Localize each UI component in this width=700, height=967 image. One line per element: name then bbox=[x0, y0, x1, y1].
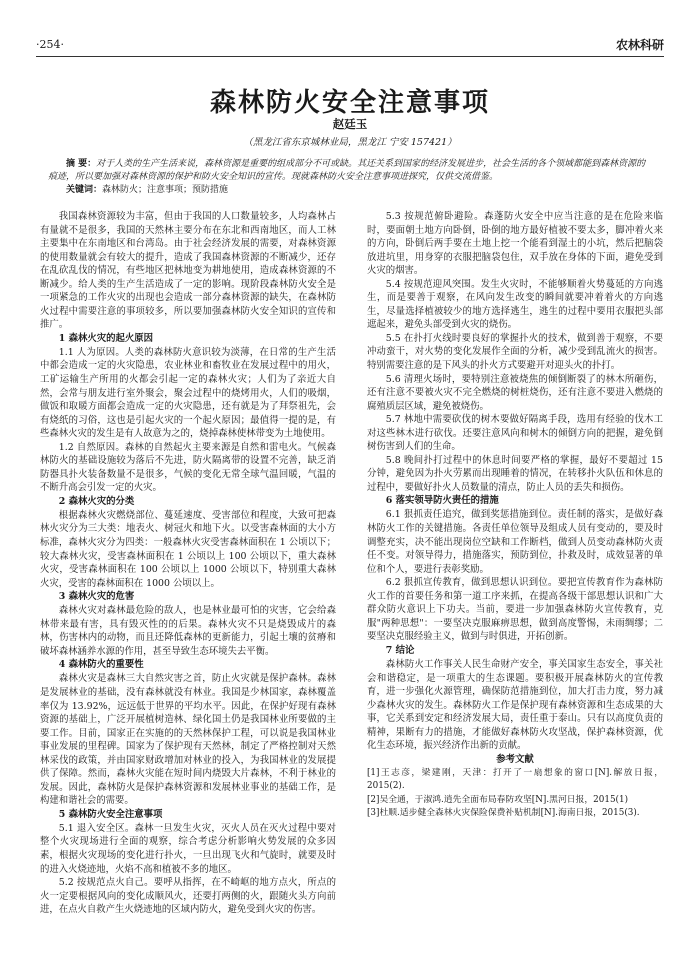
paragraph-7: 森林防火工作事关人民生命财产安全，事关国家生态安全，事关社会和谐稳定，是一项重大的生态课题。要积极开展森林防火的宣传教育，进一步强化火源管理，确保防范措施到位，加大打击力度，努力减少森林火灾的发生。森林防火工作是保护现有森林资源和生态成果的大事，它关系到安定和经济发展大局，责任重于泰山。只有以高度负责的精神，果断有力的措施，才能做好森林防火攻坚战，保护森林资源，优化生态环境，振兴经济作出新的贡献。 bbox=[367, 658, 663, 752]
paragraph-1-1: 1.1 人为原因。人类的森林防火意识较为淡薄，在日常的生产生活中都会造成一定的火灾隐患，农业林业和畜牧业在发展过程中的用火，工矿运输生产所用的火都会引起一定的森林火灾；人们为了亲近大自然，会常与朋友进行室外聚会，聚会过程中的烧烤用火，人们的吸烟，做饭和取暖方面都会造成一定的火灾隐患，还有就是为了拜祭祖先，会有烧纸的习俗，这也是引起火灾的一个起火原因；最值得一提的是，有些森林火灾的发生是有人故意为之的，烧掉森林使林带变为土地使用。 bbox=[40, 346, 336, 440]
section-heading-1: 1 森林火灾的起火原因 bbox=[58, 332, 153, 344]
section-heading-7: 7 结论 bbox=[385, 644, 415, 656]
paragraph-5-2: 5.2 按规范点火自己。要呼从指挥，在不崎岖的地方点火，所点的火一定要根据风向的变化成顺风火，还要打两侧的火，跟随火头方向前进，在点火自救产生火烧迹地的区域内防火，避免受到火灾的伤害。 bbox=[40, 877, 336, 916]
paragraph-5-1: 5.1 退入安全区。森林一旦发生火灾，灭火人员在灭火过程中要对整个火灾现场进行全面的观察，综合考虑分析影响火势发展的众多因素，根据火灾现场的变化进行扑火，一旦出现飞火和气旋时，就要及时的进入火烧迹地，火焰不高和植被不多的地区。 bbox=[40, 822, 336, 875]
abstract bbox=[48, 158, 652, 184]
paragraph-5-5: 5.5 在扑打火线时要良好的掌握扑火的技术，做到善于观察，不要冲动蛮干，对火势的变化发展作全面的分析，减少受到乱流火的损害。特别需要注意的是下风头的扑火方式要避开对迎头火的扑打。 bbox=[367, 332, 663, 372]
references-heading: 参考文献 bbox=[496, 753, 534, 765]
abstract-label: 摘 要： bbox=[66, 159, 97, 169]
left-column bbox=[40, 210, 336, 917]
article-title: 森林防火安全注意事项 bbox=[209, 88, 490, 118]
paragraph-5-4: 5.4 按规范迎风突围。发生火灾时，不能够顺着火势蔓延的方向逃生，而是要善于观察，在风向发生改变的瞬间就要冲着着火的方向逃生，尽量选择植被较少的地方选择逃生，逃生的过程中要用衣服把头部遮起来，避免头部受到火灾的烧伤。 bbox=[367, 278, 663, 331]
intro-paragraph: 我国森林资源较为丰富，但由于我国的人口数量较多，人均森林占有量就不是很多，我国的天然林主要分布在东北和西南地区，而人工林主要集中在东南地区和台湾岛。由于社会经济发展的需要，对森林资源的使用数量就会有较大的提升，造成了我国森林资源的不断减少，还存在乱砍乱伐的情况，有些地区把林地变为耕地使用，造成森林资源的不断减少。给人类的生产生活造成了一定的影响。现阶段森林防火安全是一项紧急的工作火灾的出现也会造成一部分森林资源的缺失，在森林防火过程中需要注意的事项较多，所以要加强森林防火安全知识的宣传和推广。 bbox=[40, 211, 336, 331]
paragraph-5-6: 5.6 清理火场时，要特别注意被烧焦的倾倒断裂了的林木所砸伤，还有注意不要被火灾不完全燃烧的树桩烧伤，还有注意不要进入燃烧的腐殖质层区域，避免被烧伤。 bbox=[367, 373, 663, 412]
keywords-label: 关键词： bbox=[66, 185, 103, 195]
paragraph-6-1: 6.1 狠抓责任追究，做到奖惩措施到位。责任制的落实，是做好森林防火工作的关键措施。各责任单位领导及组成人员有变动的，要及时调整充实，决不能出现岗位空缺和工作断档，做到人员变动森林防火责任不变。对领导得力，措施落实，预防到位，扑救及时，成效显著的单位和个人，要进行表彰奖励。 bbox=[367, 509, 663, 575]
running-header bbox=[36, 34, 664, 57]
section-heading-3: 3 森林火灾的危害 bbox=[58, 591, 135, 603]
paragraph-5-8: 5.8 晚间扑打过程中的休息时间要严格的掌握，最好不要超过 15 分钟，避免因为扑火劳累而出现睡着的情况，在转移扑火队伍和休息的过程中，要做好扑火人员数量的清点，防止人员的丢失和损伤。 bbox=[367, 454, 663, 493]
paragraph-3: 森林火灾对森林最危险的敌人，也是林业最可怕的灾害，它会给森林带来最有害，具有毁灭性的的后果。森林火灾不只是烧毁成片的森林，伤害林内的动物，而且还降低森林的更新能力，引起土壤的贫瘠和破坏森林涵养水源的作用，甚至导致生态环境失去平衡。 bbox=[40, 605, 336, 657]
keywords bbox=[66, 184, 652, 197]
section-heading-6: 6 落实领导防火责任的措施 bbox=[385, 495, 499, 507]
author-affiliation: （黑龙江省东京城林业局，黑龙江 宁安 157421） bbox=[243, 137, 457, 148]
keywords-text: 森林防火；注意事项；预防措施 bbox=[102, 185, 229, 195]
paragraph-1-2: 1.2 自然原因。森林的自然起火主要来源是自然和雷电火。气候森林防火的基础设施较为落后不先进，防火隔离带的设置不完善，缺乏消防器具扑火装备数量不是很多，气候的变化无常全球气温回暖，气温的不断升高会引发一定的火灾。 bbox=[40, 441, 336, 494]
reference-3: [3]杜顺.适步健全森林火灾保险保费补贴机制[N].海南日报，2015(3). bbox=[367, 808, 640, 819]
abstract-text: 对于人类的生产生活来说，森林资源是重要的组成部分不可或缺。其还关系到国家的经济发展进步，社会生活的各个领域都能到森林资源的痕迹，所以要加强对森林资源的保护和防火安全知识的宣传。现就森林防火安全注意事项进探究，仅供交流借鉴。 bbox=[48, 159, 646, 182]
right-column bbox=[367, 210, 663, 821]
section-heading-4: 4 森林防火的重要性 bbox=[58, 659, 144, 671]
paragraph-6-2: 6.2 狠抓宣传教育，做到思想认识到位。要把宣传教育作为森林防火工作的首要任务和第一道工序来抓，在提高各级干部思想认识和广大群众防火意识上下功夫。当前，要进一步加强森林防火宣传教育，克服"两种思想"：一要坚决克服麻痹思想，做到高度警惕，未雨绸缪；二要坚决克服经验主义，做到与时俱进，开拓创新。 bbox=[367, 577, 663, 643]
paragraph-2: 根据森林火灾燃烧部位、蔓延速度、受害部位和程度，大致可把森林火灾分为三大类：地表火、树冠火和地下火。以受害森林面的大小方标准，森林火灾分为四类：一般森林火灾受害森林面积在 1 公顷以下；较大森林火灾，受害森林面积在 1 公顷以上 100 公顷以下，重大森林火灾，受害森林面积在 100 公顷以上 1000 公顷以下，特别重大森林火灾，受害的森林面积在 1000 公顷以上。 bbox=[40, 509, 336, 589]
article-author: 赵廷玉 bbox=[332, 117, 368, 131]
section-heading-2: 2 森林火灾的分类 bbox=[58, 495, 135, 507]
reference-2: [2]吴全通，于淑鸿.逍先全面布局春防攻坚[N].黑河日报，2015(1) bbox=[367, 794, 628, 805]
reference-1: [1]王志彦，梁建刚，天津：打开了一扇想象的窗口[N].解放日报，2015(2). bbox=[367, 767, 663, 792]
section-heading-5: 5 森林防火安全注意事项 bbox=[58, 808, 163, 820]
paragraph-5-3: 5.3 按规范俯卧避险。森蓬防火安全中应当注意的是在危险来临时，要面朝土地方向卧倒，卧倒的地方最好植被不要太多，脚冲着火来的方向，卧倒后两手要在土地上挖一个能看到湿土的小坑，然后把脑袋放进坑里，用身穿的衣服把脑袋包住，双手放在身体的下面，避免受到火灾的烟害。 bbox=[367, 211, 663, 277]
page-number: ·254· bbox=[36, 38, 64, 51]
paragraph-4: 森林火灾是森林三大自然灾害之首，防止火灾就是保护森林。森林是发展林业的基础，没有森林就没有林业。我国是少林国家，森林覆盖率仅为 13.92%，远远低于世界的平均水平。因此，在保护好现有森林资源的基础上，广泛开展植树造林、绿化国土仍是我国林业所要做的主要工作。目前，国家正在实施的的天然林保护工程，可以说是我国林业事业发展的里程碑。国家为了保护现有天然林，制定了严格控制对天然林采伐的政策，并由国家财政增加对林业的投入，为我国林业的发展提供了保障。然而，森林火灾能在短时间内烧毁大片森林，不利于林业的发展。因此，森林防火是保护森林资源和发展林业事业的基础工作，是构建和谐社会的需要。 bbox=[40, 673, 336, 807]
paragraph-5-7: 5.7 林地中需要砍伐的树木要做好隔离手段，选用有经验的伐木工对这些林木进行砍伐。还要注意风向和树木的倾倒方向的把握，避免倒树伤害到人们的生命。 bbox=[367, 414, 663, 453]
journal-name: 农林科研 bbox=[615, 38, 664, 52]
